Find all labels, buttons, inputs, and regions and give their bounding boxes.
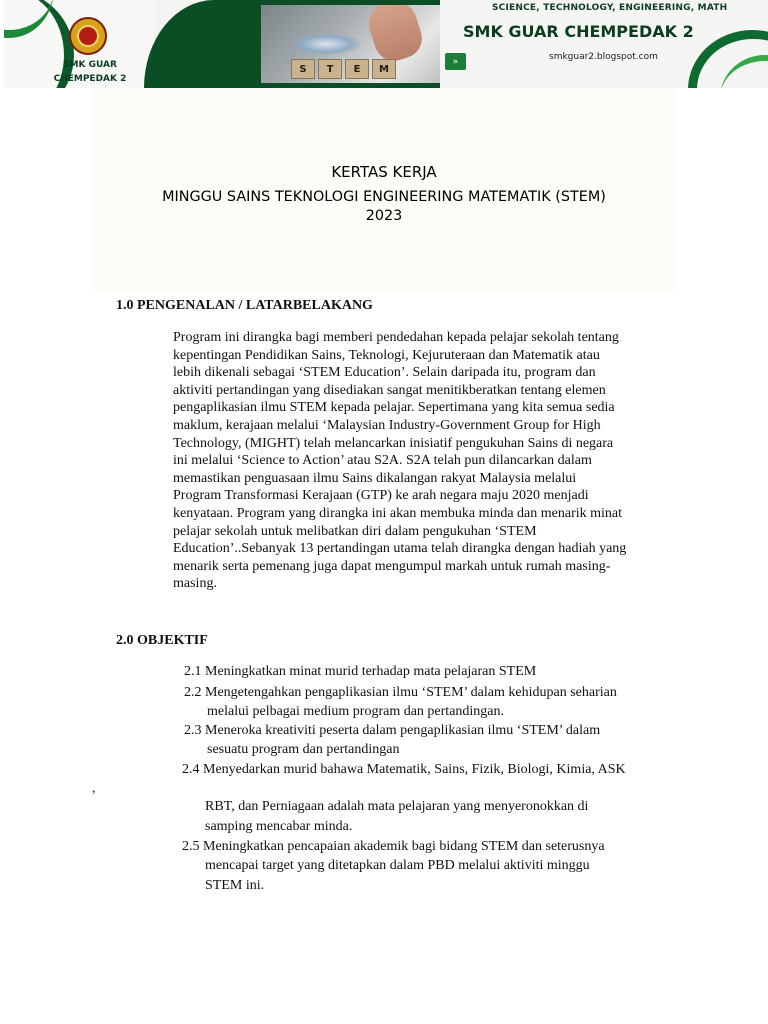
intro-line: masing.: [173, 576, 217, 592]
document-subtitle: MINGGU SAINS TEKNOLOGI ENGINEERING MATEMATIK (STEM) 2023: [162, 189, 606, 224]
intro-line: Program Transformasi Kerajaan (GTP) ke arah negara maju 2020 menjadi: [173, 488, 589, 504]
intro-line: Technology, (MIGHT) telah melancarkan inisiatif pengukuhan Sains di negara: [173, 435, 614, 451]
document-title: KERTAS KERJA: [331, 163, 437, 181]
title-box: [93, 88, 675, 292]
intro-paragraph: [173, 329, 683, 593]
intro-line: lebih dikenali sebagai ‘STEM Education’. Selain daripada itu, program dan: [173, 365, 596, 381]
section-heading-intro: 1.0 PENGENALAN / LATARBELAKANG: [116, 298, 373, 313]
intro-line: pelajar sekolah untuk melibatkan diri dalam pengukuhan ‘STEM: [173, 523, 537, 539]
intro-line: pengaplikasian ilmu STEM kepada pelajar. Sepertimana yang kita semua sedia: [173, 400, 615, 416]
stray-comma: ,: [92, 781, 96, 796]
objective-item-4-cont2: samping mencabar minda.: [205, 819, 353, 834]
intro-line: kenyataan. Program yang dirangka ini akan membuka minda dan menarik minat: [173, 505, 623, 521]
glow-decoration: [291, 33, 361, 55]
objective-item-3: 2.3 Meneroka kreativiti peserta dalam pengaplikasian ilmu ‘STEM’ dalam: [184, 723, 601, 738]
blog-url: smkguar2.blogspot.com: [549, 52, 658, 62]
stem-photo: [261, 5, 447, 83]
objective-item-1: 2.1 Meningkatkan minat murid terhadap mata pelajaran STEM: [184, 664, 537, 679]
intro-line: kepentingan Pendidikan Sains, Teknologi, Kejuruteraan dan Matematik atau: [173, 347, 600, 363]
banner-school-name: SMK GUAR CHEMPEDAK 2: [463, 22, 694, 41]
objective-item-4: 2.4 Menyedarkan murid bahawa Matematik, Sains, Fizik, Biologi, Kimia, ASK: [182, 762, 626, 777]
intro-line: aktiviti pertandingan yang disediakan sangat menitikberatkan tentang elemen: [173, 382, 606, 398]
objective-item-4-cont: RBT, dan Perniagaan adalah mata pelajaran yang menyeronokkan di: [205, 799, 589, 814]
objective-item-2-cont: melalui pelbagai medium program dan pertandingan.: [207, 704, 505, 719]
stem-block-m: M: [372, 59, 396, 79]
section-heading-objectives: 2.0 OBJEKTIF: [116, 633, 208, 648]
objective-item-5: 2.5 Meningkatkan pencapaian akademik bagi bidang STEM dan seterusnya: [182, 839, 605, 854]
objective-item-3-cont: sesuatu program dan pertandingan: [207, 742, 400, 757]
intro-line: maklum, kerajaan melalui ‘Malaysian Industry-Government Group for High: [173, 417, 601, 433]
intro-line: ini melalui ‘Science to Action’ atau S2A. S2A telah pun dilancarkan dalam: [173, 453, 592, 469]
hand-image: [363, 5, 427, 66]
stem-block-t: T: [318, 59, 342, 79]
stem-block-e: E: [345, 59, 369, 79]
objective-item-2: 2.2 Mengetengahkan pengaplikasian ilmu ‘STEM’ dalam kehidupan seharian: [184, 685, 617, 700]
intro-line: memastikan penguasaan ilmu Sains dikalangan rakyat Malaysia melalui: [173, 470, 577, 486]
intro-line: Program ini dirangka bagi memberi pendedahan kepada pelajar sekolah tentang: [173, 330, 619, 345]
intro-line: Education’..Sebanyak 13 pertandingan utama telah dirangka dengan hadiah yang: [173, 541, 627, 557]
banner-left-panel: [4, 0, 154, 88]
stem-blocks: [291, 59, 396, 79]
school-crest-logo: [69, 17, 107, 55]
school-name-left: SMK GUAR CHEMPEDAK 2: [53, 60, 127, 84]
header-banner: [4, 0, 768, 88]
objective-item-5-cont2: STEM ini.: [205, 878, 265, 893]
banner-right-panel: [440, 0, 768, 88]
stem-block-s: S: [291, 59, 315, 79]
intro-line: menarik serta pemenang juga dapat mengumpul markah untuk rumah masing-: [173, 558, 611, 574]
banner-tagline: SCIENCE, TECHNOLOGY, ENGINEERING, MATH: [492, 3, 728, 13]
objective-item-5-cont: mencapai target yang ditetapkan dalam PBD melalui aktiviti minggu: [205, 858, 590, 873]
double-chevron-icon: »: [445, 53, 466, 70]
